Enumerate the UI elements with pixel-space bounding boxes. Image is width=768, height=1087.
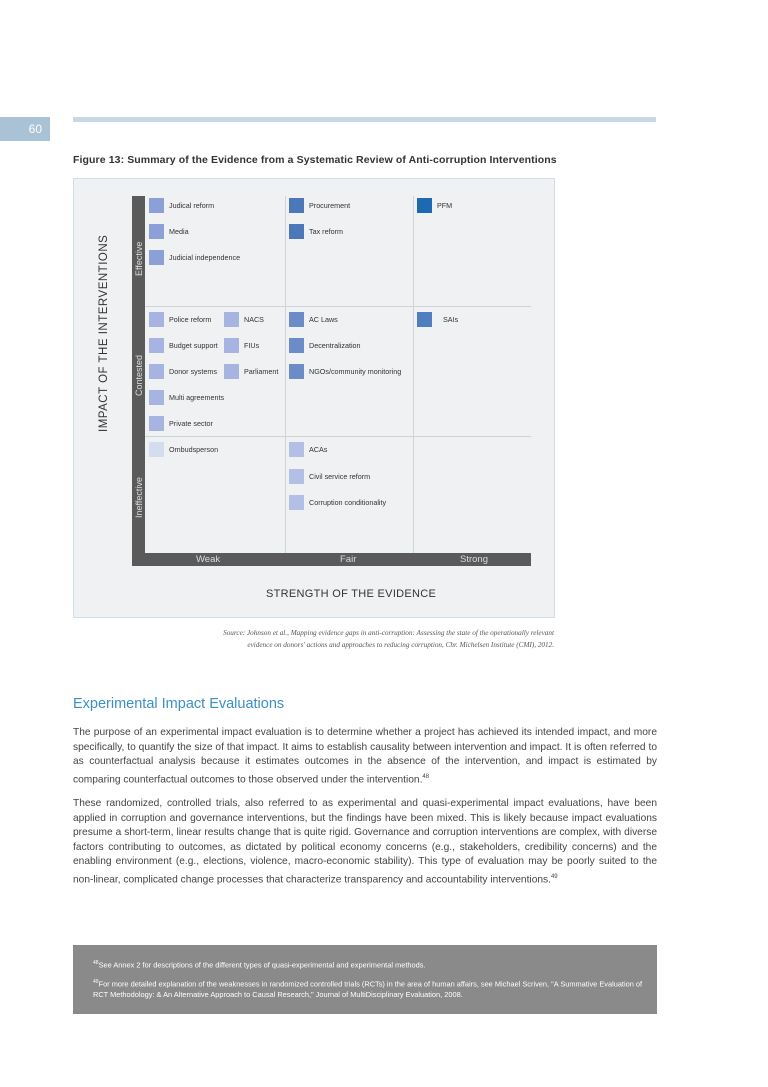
footnote-number: 48 bbox=[93, 960, 99, 966]
matrix-item bbox=[289, 364, 401, 379]
matrix-item bbox=[417, 312, 458, 327]
item-swatch bbox=[289, 338, 304, 353]
x-axis-title: STRENGTH OF THE EVIDENCE bbox=[266, 588, 437, 600]
item-swatch bbox=[149, 390, 164, 405]
item-label: Media bbox=[169, 227, 189, 236]
item-label: Budget support bbox=[169, 341, 218, 350]
matrix-item bbox=[149, 198, 214, 213]
figure-title: Figure 13: Summary of the Evidence from a Systematic Review of Anti-corruption Interventions bbox=[73, 154, 557, 166]
y-axis-title: IMPACT OF THE INTERVENTIONS bbox=[98, 234, 110, 432]
item-label: PFM bbox=[437, 201, 453, 210]
matrix-item bbox=[224, 338, 259, 353]
matrix-item bbox=[149, 442, 218, 457]
matrix-item bbox=[224, 312, 264, 327]
item-label: Donor systems bbox=[169, 367, 217, 376]
item-label: FIUs bbox=[244, 341, 260, 350]
section-heading: Experimental Impact Evaluations bbox=[73, 696, 285, 712]
item-swatch bbox=[289, 198, 304, 213]
item-swatch bbox=[289, 469, 304, 484]
item-swatch bbox=[149, 364, 164, 379]
item-swatch bbox=[149, 198, 164, 213]
paragraph-text: These randomized, controlled trials, also referred to as experimental and quasi-experimental impact evaluations, have been applied in corruption and governance interventions, but the findings have been mixed. This is likely because impact evaluations presume a short-term, linear results change that is quite rigid. Governance and corruption interventions are complex, with diverse factors contributing to outcomes, as dictated by political economy concerns (e.g., stakeholders, credibility concerns) and the enabling environment (e.g., elections, violence, macro-economic stability). This type of evaluation may be poorly suited to the non-linear, complicated change processes that characterize transparency and accountability interventions. bbox=[73, 798, 657, 886]
item-label: Multi agreements bbox=[169, 393, 225, 402]
body-paragraph bbox=[73, 797, 657, 888]
matrix-item bbox=[289, 224, 343, 239]
footnote-ref[interactable]: 49 bbox=[550, 873, 558, 880]
matrix-item bbox=[149, 338, 218, 353]
item-swatch bbox=[289, 495, 304, 510]
item-swatch bbox=[149, 224, 164, 239]
item-label: Police reform bbox=[169, 315, 212, 324]
figure-panel bbox=[73, 178, 555, 618]
item-label: Judicial independence bbox=[169, 253, 241, 262]
item-swatch bbox=[289, 312, 304, 327]
item-label: Corruption conditionality bbox=[309, 498, 387, 507]
band-label-ineffective: Ineffective bbox=[134, 477, 144, 518]
grid-line-v2 bbox=[413, 196, 414, 553]
x-tick-strong: Strong bbox=[460, 554, 488, 565]
footnote-text: See Annex 2 for descriptions of the different types of quasi-experimental and experimental methods. bbox=[98, 960, 426, 970]
item-label: Civil service reform bbox=[309, 472, 371, 481]
matrix-item bbox=[224, 364, 278, 379]
item-label: ACAs bbox=[309, 445, 328, 454]
matrix-item bbox=[289, 198, 350, 213]
item-label: Decentralization bbox=[309, 341, 361, 350]
item-swatch bbox=[224, 312, 239, 327]
body-paragraph bbox=[73, 726, 657, 788]
x-tick-fair: Fair bbox=[340, 554, 357, 565]
grid-line-h2 bbox=[145, 436, 531, 437]
matrix-item bbox=[417, 198, 452, 213]
footnote-number: 49 bbox=[93, 979, 99, 986]
item-swatch bbox=[289, 442, 304, 457]
matrix-item bbox=[149, 224, 189, 239]
x-tick-weak: Weak bbox=[196, 554, 221, 565]
band-label-contested: Contested bbox=[134, 354, 144, 396]
source-line: evidence on donors' actions and approaches to reducing corruption, Chr. Michelsen Institute (CMI), 2012. bbox=[247, 641, 554, 649]
matrix-item bbox=[149, 312, 211, 327]
item-label: Tax reform bbox=[309, 227, 343, 236]
item-label: Private sector bbox=[169, 419, 213, 428]
footnotes-box bbox=[73, 945, 657, 1014]
item-swatch bbox=[289, 224, 304, 239]
item-swatch bbox=[417, 198, 432, 213]
item-swatch bbox=[149, 250, 164, 265]
page-number: 60 bbox=[0, 117, 50, 141]
item-swatch bbox=[289, 364, 304, 379]
item-label: AC Laws bbox=[309, 315, 338, 324]
item-swatch bbox=[149, 338, 164, 353]
item-label: NACS bbox=[244, 315, 264, 324]
item-swatch bbox=[149, 442, 164, 457]
item-label: Procurement bbox=[309, 201, 351, 210]
item-swatch bbox=[224, 338, 239, 353]
footnote bbox=[93, 958, 647, 970]
grid-line-h1 bbox=[145, 306, 531, 307]
matrix-item bbox=[289, 442, 327, 457]
item-label: Parliament bbox=[244, 367, 279, 376]
matrix-item bbox=[149, 364, 217, 379]
item-label: Judical reform bbox=[169, 201, 215, 210]
figure-source bbox=[140, 627, 554, 651]
footnote-ref[interactable]: 48 bbox=[422, 773, 430, 780]
matrix-item bbox=[149, 390, 224, 405]
footnote-text: For more detailed explanation of the weaknesses in randomized controlled trials (RCTs) in the area of human affairs, see Michael Scriven, "A Summative Evaluation of RCT Methodology: & An Alternative Approach to Causal Research," Journal of MultiDisciplinary Evaluation, 2008. bbox=[93, 979, 643, 999]
item-swatch bbox=[224, 364, 239, 379]
item-label: Ombudsperson bbox=[169, 445, 219, 454]
item-label: SAIs bbox=[443, 315, 459, 324]
matrix-item bbox=[149, 416, 213, 431]
item-label: NGOs/community monitoring bbox=[309, 367, 402, 376]
source-line: Source: Johnson et al., Mapping evidence gaps in anti-corruption: Assessing the state of the operationally relevant bbox=[223, 629, 554, 637]
item-swatch bbox=[417, 312, 432, 327]
matrix-item bbox=[289, 312, 338, 327]
footnote bbox=[93, 977, 647, 999]
matrix-item bbox=[289, 338, 361, 353]
item-swatch bbox=[149, 312, 164, 327]
matrix-item bbox=[289, 469, 370, 484]
item-swatch bbox=[149, 416, 164, 431]
matrix-item bbox=[149, 250, 240, 265]
header-rule bbox=[73, 117, 656, 122]
paragraph-text: The purpose of an experimental impact evaluation is to determine whether a project has achieved its intended impact, and more specifically, to quantify the size of that impact. It aims to establish causality between intervention and impact. It is often referred to as counterfactual analysis because it estimates outcomes in the absence of the intervention, and impact is estimated by comparing counterfactual outcomes to those observed under the intervention. bbox=[73, 727, 657, 786]
matrix-item bbox=[289, 495, 386, 510]
band-label-effective: Effective bbox=[134, 241, 144, 276]
grid-line-v1 bbox=[285, 196, 286, 553]
